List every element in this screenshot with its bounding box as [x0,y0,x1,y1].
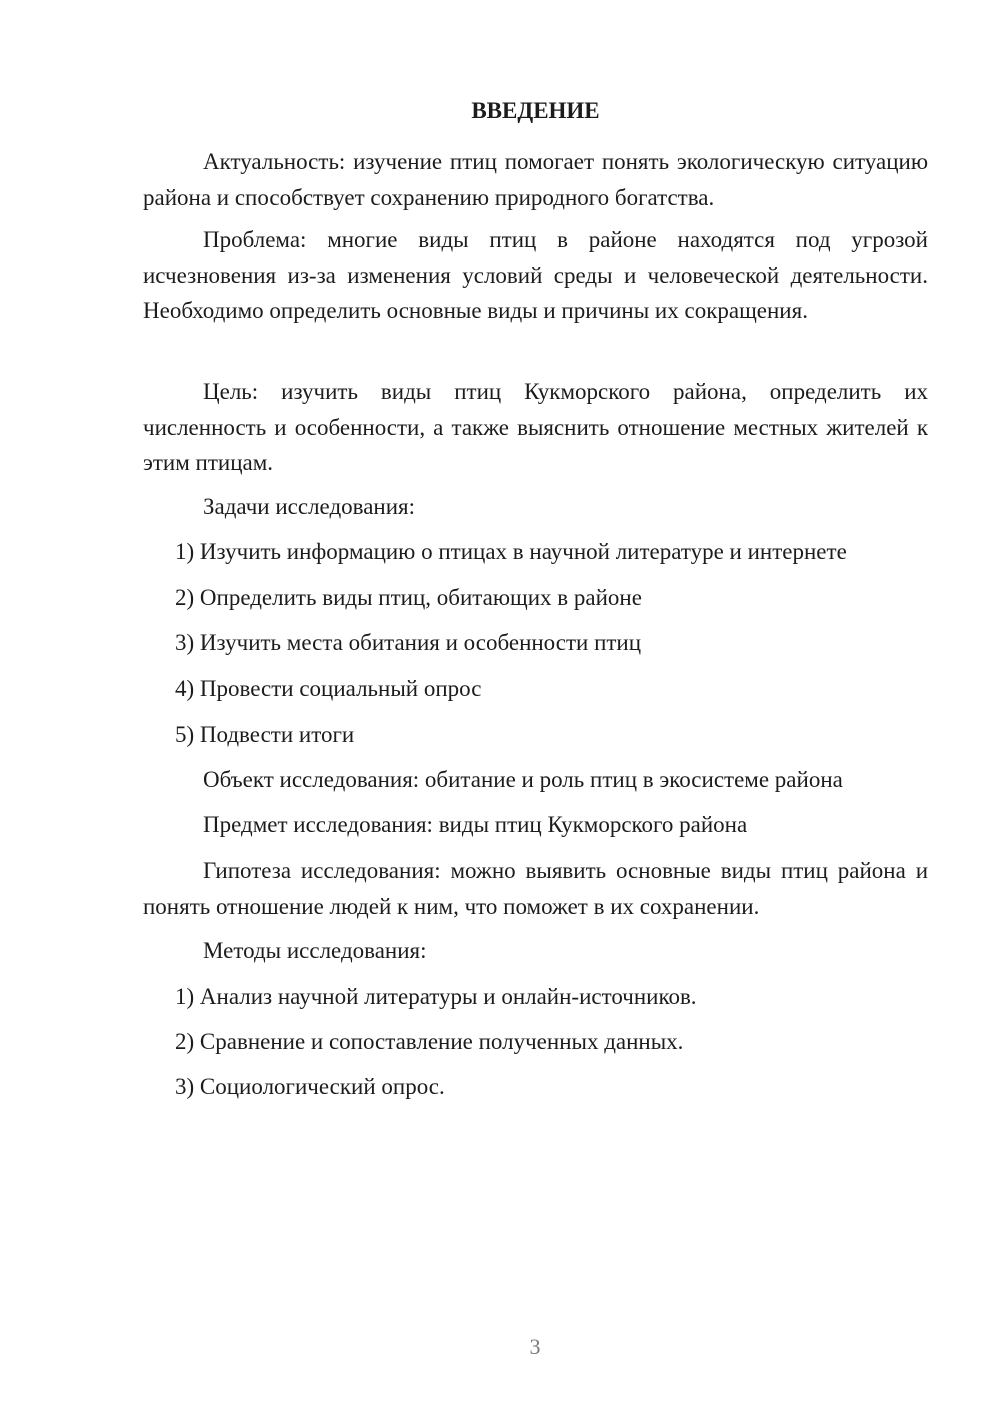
section-heading: ВВЕДЕНИЕ [471,98,600,123]
page-number: 3 [529,1334,541,1359]
task-item: 1) Изучить информацию о птицах в научной литературе и интернете [175,539,847,564]
task-item: 3) Изучить места обитания и особенности птиц [175,630,642,655]
tasks-heading: Задачи исследования: [203,494,416,519]
methods-heading: Методы исследования: [203,938,427,963]
task-item: 5) Подвести итоги [175,722,355,747]
research-subject: Предмет исследования: виды птиц Кукморского района [203,812,748,837]
task-item: 4) Провести социальный опрос [175,676,482,701]
goal-paragraph: Цель: изучить виды птиц Кукморского района, определить их численность и особенности, а также выяснить отношение местных жителей к этим птицам. [143,379,928,475]
hypothesis-paragraph: Гипотеза исследования: можно выявить основные виды птиц района и понять отношение людей к ним, что поможет в их сохранении. [143,858,928,919]
relevance-paragraph: Актуальность: изучение птиц помогает понять экологическую ситуацию района и способствует сохранению природного богатства. [143,149,928,210]
method-item: 3) Социологический опрос. [175,1074,445,1099]
method-item: 2) Сравнение и сопоставление полученных данных. [175,1029,684,1054]
problem-paragraph: Проблема: многие виды птиц в районе находятся под угрозой исчезновения из-за изменения условий среды и человеческой деятельности. Необходимо определить основные виды и причины их сокращения. [143,227,928,323]
research-object: Объект исследования: обитание и роль птиц в экосистеме района [203,767,843,792]
method-item: 1) Анализ научной литературы и онлайн-источников. [175,984,697,1009]
task-item: 2) Определить виды птиц, обитающих в районе [175,585,642,610]
